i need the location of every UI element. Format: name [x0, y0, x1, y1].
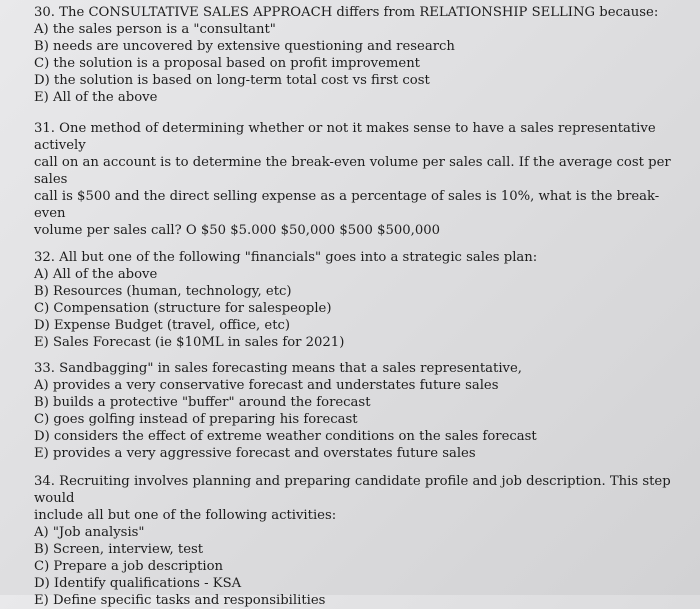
question-33-option-d[interactable]: D) considers the effect of extreme weather conditions on the sales forecast	[34, 429, 537, 444]
question-34-option-a[interactable]: A) "Job analysis"	[34, 525, 145, 540]
question-33-stem: 33. Sandbagging" in sales forecasting means that a sales representative,	[34, 361, 522, 376]
question-34	[34, 473, 680, 609]
question-30-option-a[interactable]: A) the sales person is a "consultant"	[34, 22, 276, 37]
question-32-option-c[interactable]: C) Compensation (structure for salespeople)	[34, 301, 332, 316]
question-31-stem-line: 31. One method of determining whether or not it makes sense to have a sales representative actively	[34, 121, 656, 153]
question-33-option-b[interactable]: B) builds a protective "buffer" around the forecast	[34, 395, 371, 410]
question-32-option-e[interactable]: E) Sales Forecast (ie $10ML in sales for 2021)	[34, 335, 345, 350]
question-31-stem-line: volume per sales call? O $50 $5.000 $50,000 $500 $500,000	[34, 223, 441, 238]
question-34-options	[34, 524, 680, 609]
question-34-option-d[interactable]: D) Identify qualifications - KSA	[34, 576, 242, 591]
question-34-option-e[interactable]: E) Define specific tasks and responsibilities	[34, 593, 326, 608]
question-30	[34, 4, 680, 106]
question-34-option-b[interactable]: B) Screen, interview, test	[34, 542, 204, 557]
question-33-option-c[interactable]: C) goes golfing instead of preparing his forecast	[34, 412, 358, 427]
question-30-option-e[interactable]: E) All of the above	[34, 90, 158, 105]
question-30-stem: 30. The CONSULTATIVE SALES APPROACH differs from RELATIONSHIP SELLING because:	[34, 5, 659, 20]
question-33-option-e[interactable]: E) provides a very aggressive forecast and overstates future sales	[34, 446, 476, 461]
question-31-stem-line: call on an account is to determine the break-even volume per sales call. If the average cost per sales	[34, 155, 671, 187]
question-30-option-c[interactable]: C) the solution is a proposal based on profit improvement	[34, 56, 420, 71]
question-34-option-c[interactable]: C) Prepare a job description	[34, 559, 224, 574]
question-32	[34, 249, 680, 351]
question-33-options	[34, 377, 680, 462]
question-30-option-b[interactable]: B) needs are uncovered by extensive questioning and research	[34, 39, 455, 54]
question-34-stem-line: 34. Recruiting involves planning and preparing candidate profile and job description. This step would	[34, 474, 671, 506]
question-33	[34, 360, 680, 462]
question-30-option-d[interactable]: D) the solution is based on long-term total cost vs first cost	[34, 73, 430, 88]
question-32-option-b[interactable]: B) Resources (human, technology, etc)	[34, 284, 292, 299]
question-31-stem-line: call is $500 and the direct selling expense as a percentage of sales is 10%, what is the break-even	[34, 189, 660, 221]
question-33-option-a[interactable]: A) provides a very conservative forecast and understates future sales	[34, 378, 499, 393]
question-32-stem: 32. All but one of the following "financials" goes into a strategic sales plan:	[34, 250, 538, 265]
question-30-options	[34, 21, 680, 106]
question-32-options	[34, 266, 680, 351]
question-32-option-d[interactable]: D) Expense Budget (travel, office, etc)	[34, 318, 291, 333]
question-34-stem-line: include all but one of the following activities:	[34, 508, 337, 523]
question-31	[34, 120, 680, 239]
question-32-option-a[interactable]: A) All of the above	[34, 267, 158, 282]
